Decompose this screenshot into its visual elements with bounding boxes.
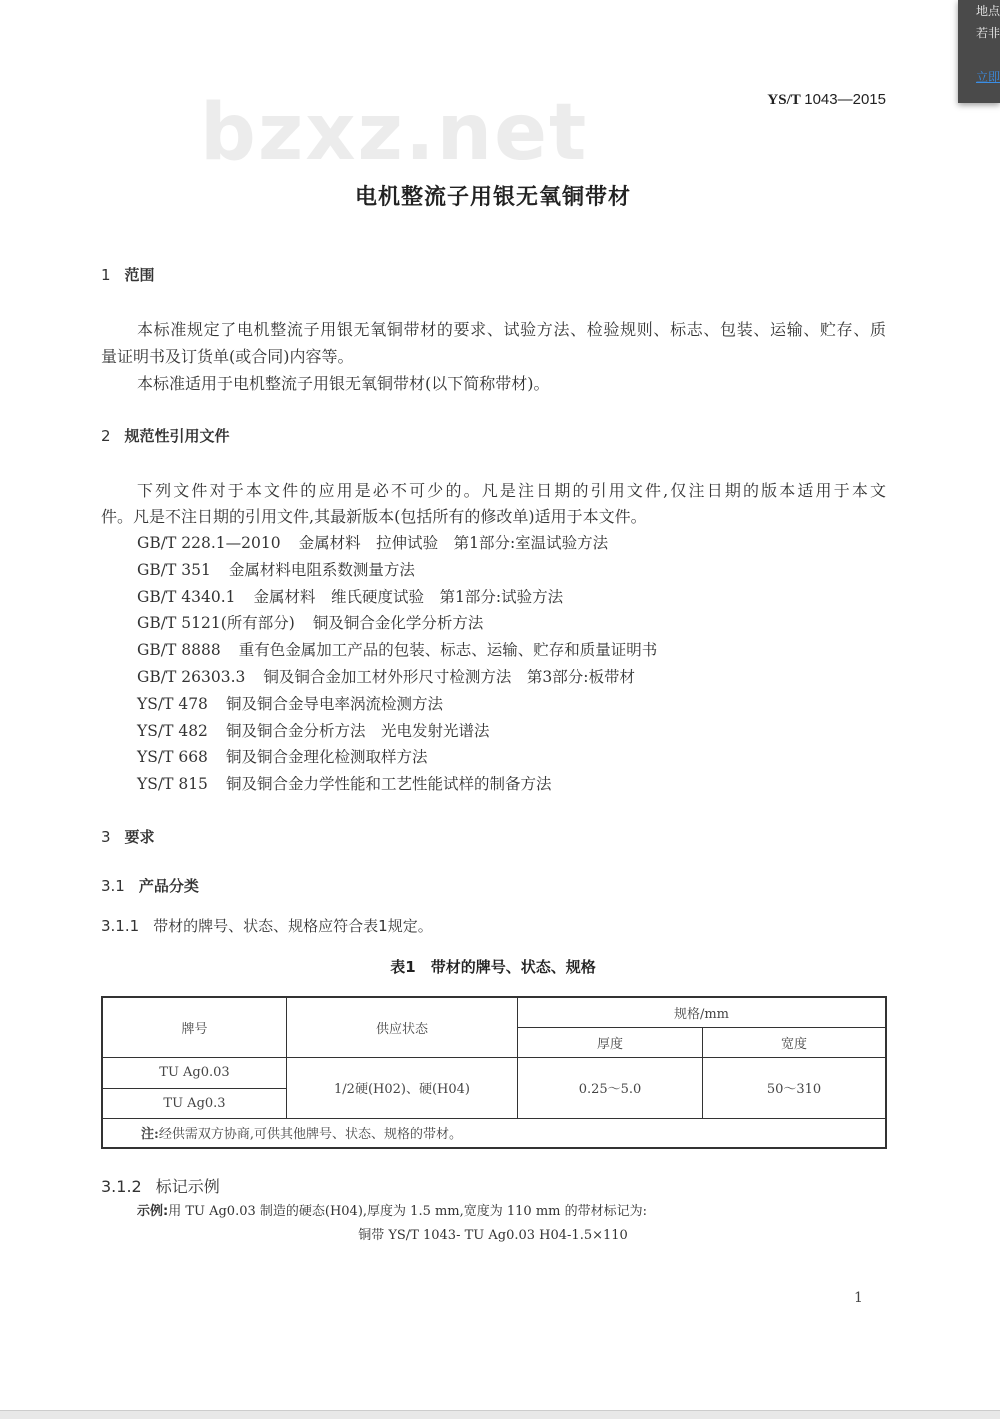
section-3-heading	[101, 826, 155, 847]
section-2-heading	[101, 425, 230, 446]
reference-title: 金属材料电阻系数测量方法	[228, 560, 415, 579]
reference-code: YS/T 482	[137, 721, 208, 740]
popup-line: 若非	[976, 26, 1000, 40]
reference-title: 铜及铜合金导电率涡流检测方法	[225, 694, 443, 713]
header-spec: 规格/mm	[518, 997, 887, 1027]
paragraph-line: 本标准适用于电机整流子用银无氧铜带材(以下简称带材)。	[137, 374, 550, 393]
cell-state: 1/2硬(H02)、硬(H04)	[287, 1057, 518, 1118]
section-number: 3.1.1	[101, 917, 140, 935]
standard-number	[767, 91, 886, 109]
reference-code: GB/T 8888	[137, 641, 221, 660]
clause-3-1-1	[101, 915, 433, 936]
section-number: 3.1.2	[101, 1177, 142, 1196]
cell-grade: TU Ag0.3	[102, 1088, 287, 1118]
reference-item	[137, 611, 483, 633]
reference-code: YS/T 815	[137, 775, 208, 794]
document-title: 电机整流子用银无氧铜带材	[354, 185, 631, 210]
reference-title: 铜及铜合金化学分析方法	[312, 614, 484, 633]
reference-code: GB/T 4340.1	[137, 587, 236, 606]
header-width: 宽度	[703, 1027, 887, 1057]
reference-code: YS/T 478	[137, 694, 208, 713]
reference-item	[137, 585, 563, 607]
section-number: 1	[101, 266, 111, 284]
reference-item	[137, 531, 608, 553]
table-caption: 表1 带材的牌号、状态、规格	[390, 958, 596, 976]
reference-item	[137, 638, 657, 660]
popup-line: 地点	[976, 4, 1000, 18]
reference-title: 金属材料 拉伸试验 第1部分:室温试验方法	[298, 534, 609, 552]
section-1-heading	[101, 264, 155, 285]
paragraph-line: 本标准规定了电机整流子用银无氧铜带材的要求、试验方法、检验规则、标志、包装、运输、贮存、质	[137, 320, 886, 339]
table-1	[101, 996, 887, 1149]
section-number: 3.1	[101, 877, 125, 895]
notification-popup	[958, 0, 1000, 103]
reference-item	[137, 665, 635, 687]
clause-text: 带材的牌号、状态、规格应符合表1规定。	[153, 917, 433, 935]
header-state: 供应状态	[287, 997, 518, 1057]
section-number: 2	[101, 427, 111, 445]
example-label: 示例:	[137, 1204, 169, 1219]
section-title: 要求	[124, 828, 155, 846]
note-text: 经供需双方协商,可供其他牌号、状态、规格的带材。	[158, 1127, 462, 1143]
reference-title: 重有色金属加工产品的包装、标志、运输、贮存和质量证明书	[238, 641, 658, 660]
section-3-1-heading	[101, 875, 199, 896]
reference-item	[137, 745, 427, 767]
paragraph-line: 下列文件对于本文件的应用是必不可少的。凡是注日期的引用文件,仅注日期的版本适用于本文	[137, 481, 886, 500]
example-text: 用 TU Ag0.03 制造的硬态(H04),厚度为 1.5 mm,宽度为 110 mm 的带材标记为:	[168, 1204, 648, 1219]
section-title: 标记示例	[155, 1177, 220, 1196]
paragraph-line: 量证明书及订货单(或合同)内容等。	[101, 347, 354, 366]
section-title: 规范性引用文件	[124, 427, 230, 445]
reference-title: 铜及铜合金加工材外形尺寸检测方法 第3部分:板带材	[263, 668, 635, 686]
header-thickness: 厚度	[518, 1027, 703, 1057]
reference-item	[137, 719, 489, 741]
section-title: 范围	[124, 266, 155, 284]
reference-code: YS/T 668	[137, 748, 208, 767]
reference-item	[137, 772, 551, 794]
example	[137, 1200, 647, 1219]
reference-item	[137, 558, 415, 580]
reference-code: GB/T 351	[137, 560, 211, 579]
reference-item	[137, 692, 443, 714]
reference-title: 金属材料 维氏硬度试验 第1部分:试验方法	[253, 587, 564, 606]
cell-width: 50～310	[703, 1057, 887, 1118]
header-grade: 牌号	[102, 997, 287, 1057]
reference-title: 铜及铜合金分析方法 光电发射光谱法	[225, 721, 490, 740]
table-note	[102, 1118, 886, 1148]
page-number: 1	[854, 1290, 863, 1306]
section-number: 3	[101, 828, 111, 846]
marking-example: 铜带 YS/T 1043- TU Ag0.03 H04-1.5×110	[358, 1228, 628, 1243]
cell-grade: TU Ag0.03	[102, 1057, 287, 1088]
section-title: 产品分类	[138, 877, 199, 895]
section-3-1-2-heading	[101, 1174, 220, 1197]
reference-title: 铜及铜合金理化检测取样方法	[225, 748, 428, 767]
reference-title: 铜及铜合金力学性能和工艺性能试样的制备方法	[225, 775, 552, 794]
std-number: 1043—2015	[804, 91, 886, 108]
reference-code: GB/T 26303.3	[137, 668, 246, 686]
paragraph-line: 件。凡是不注日期的引用文件,其最新版本(包括所有的修改单)适用于本文件。	[101, 507, 647, 526]
note-label: 注:	[141, 1127, 159, 1143]
reference-code: GB/T 228.1—2010	[137, 534, 281, 552]
watermark: bzxz.net	[200, 88, 589, 178]
reference-code: GB/T 5121(所有部分)	[137, 614, 295, 633]
cell-thickness: 0.25～5.0	[518, 1057, 703, 1118]
std-prefix: YS/T	[767, 92, 801, 108]
popup-link[interactable]: 立即	[976, 70, 1000, 84]
